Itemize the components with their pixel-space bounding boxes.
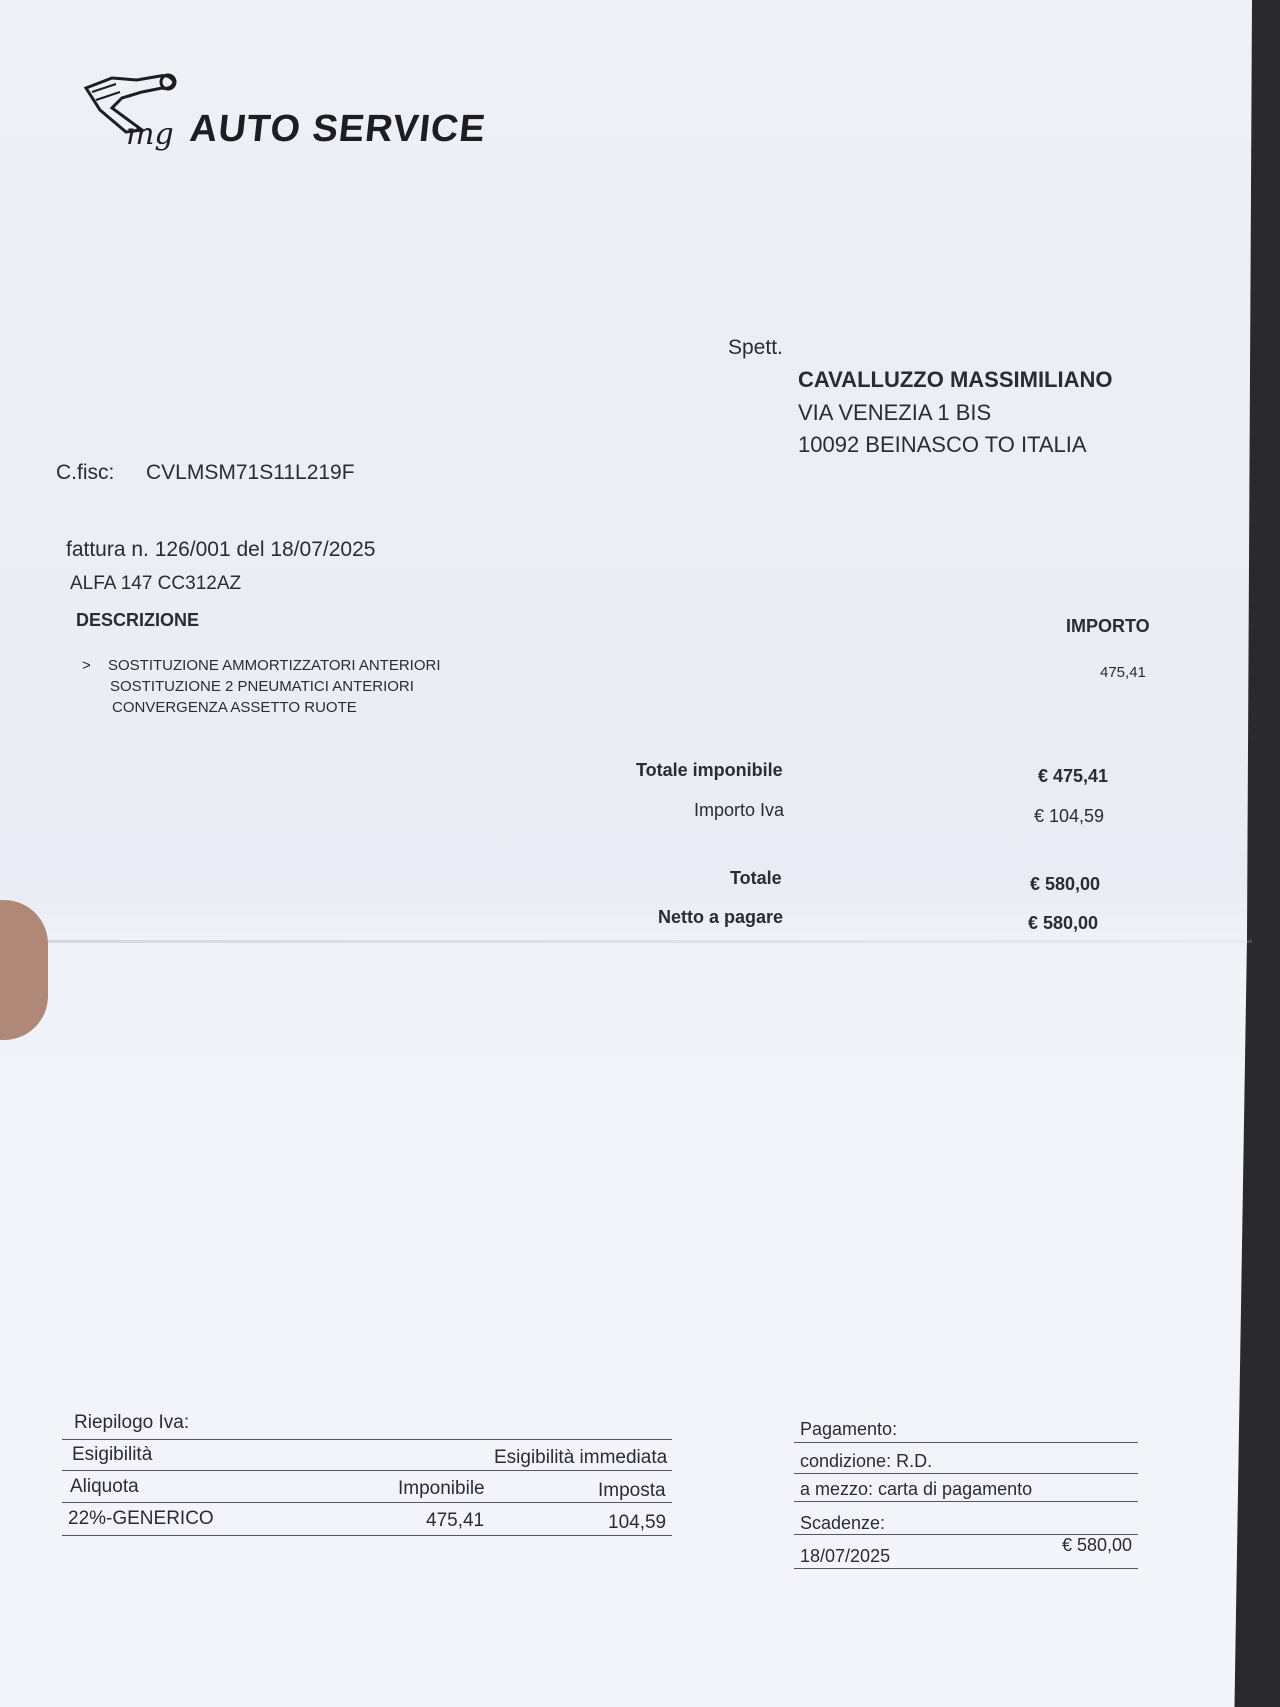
payment-title: Pagamento:: [800, 1419, 898, 1439]
recipient-address-line1: VIA VENEZIA 1 BIS: [798, 400, 992, 425]
paper-fold: [0, 940, 1252, 943]
vat-taxable-value: 475,41: [426, 1510, 485, 1531]
payment-method: a mezzo: carta di pagamento: [800, 1479, 1033, 1499]
company-name: AUTO SERVICE: [187, 108, 488, 150]
vat-rate-header: Aliquota: [70, 1476, 139, 1497]
recipient-name: CAVALLUZZO MASSIMILIANO: [798, 367, 1113, 392]
vat-summary-divider-2: [62, 1470, 672, 1471]
vat-summary-divider-3: [62, 1502, 672, 1503]
payment-condition: condizione: R.D.: [800, 1451, 933, 1471]
recipient-salutation: Spett.: [728, 336, 783, 359]
vat-eligibility-value: Esigibilità immediata: [494, 1447, 668, 1468]
vat-summary-divider-1: [62, 1439, 672, 1440]
line-marker: >: [82, 657, 91, 674]
payment-divider-3: [794, 1501, 1138, 1502]
invoice-title: fattura n. 126/001 del 18/07/2025: [66, 538, 376, 561]
payment-divider-1: [794, 1442, 1138, 1443]
description-line-3: CONVERGENZA ASSETTO RUOTE: [112, 699, 357, 716]
line-amount: 475,41: [1100, 664, 1146, 681]
net-to-pay-value: € 580,00: [1028, 913, 1099, 933]
vat-eligibility-label: Esigibilità: [72, 1444, 153, 1465]
payment-divider-5: [794, 1568, 1138, 1569]
recipient-address-line2: 10092 BEINASCO TO ITALIA: [798, 432, 1087, 457]
fiscal-code-value: CVLMSM71S11L219F: [146, 461, 355, 484]
vehicle-info: ALFA 147 CC312AZ: [70, 573, 242, 594]
vat-summary-title: Riepilogo Iva:: [74, 1412, 190, 1433]
description-line-2: SOSTITUZIONE 2 PNEUMATICI ANTERIORI: [110, 678, 414, 695]
net-to-pay-label: Netto a pagare: [658, 907, 784, 927]
holding-thumb: [0, 900, 48, 1040]
payment-divider-2: [794, 1473, 1138, 1474]
description-header: DESCRIZIONE: [76, 610, 200, 630]
total-value: € 580,00: [1030, 874, 1101, 894]
fiscal-code-label: C.fisc:: [56, 461, 115, 484]
wrench-hand-logo-icon: [82, 70, 182, 165]
logo-mark: mg: [126, 117, 174, 152]
due-dates-label: Scadenze:: [800, 1513, 886, 1533]
vat-taxable-header: Imponibile: [398, 1478, 485, 1499]
vat-rate-value: 22%-GENERICO: [68, 1508, 214, 1529]
taxable-total-value: € 475,41: [1038, 766, 1109, 786]
vat-tax-header: Imposta: [598, 1480, 666, 1501]
due-date: 18/07/2025: [800, 1546, 891, 1566]
description-line-1: SOSTITUZIONE AMMORTIZZATORI ANTERIORI: [108, 657, 441, 674]
due-amount: € 580,00: [1062, 1535, 1133, 1555]
vat-amount-value: € 104,59: [1034, 806, 1105, 826]
total-label: Totale: [730, 868, 782, 888]
vat-amount-label: Importo Iva: [694, 800, 785, 820]
vat-summary-divider-4: [62, 1535, 672, 1536]
amount-header: IMPORTO: [1066, 616, 1150, 636]
vat-tax-value: 104,59: [608, 1512, 667, 1533]
taxable-total-label: Totale imponibile: [636, 760, 783, 780]
